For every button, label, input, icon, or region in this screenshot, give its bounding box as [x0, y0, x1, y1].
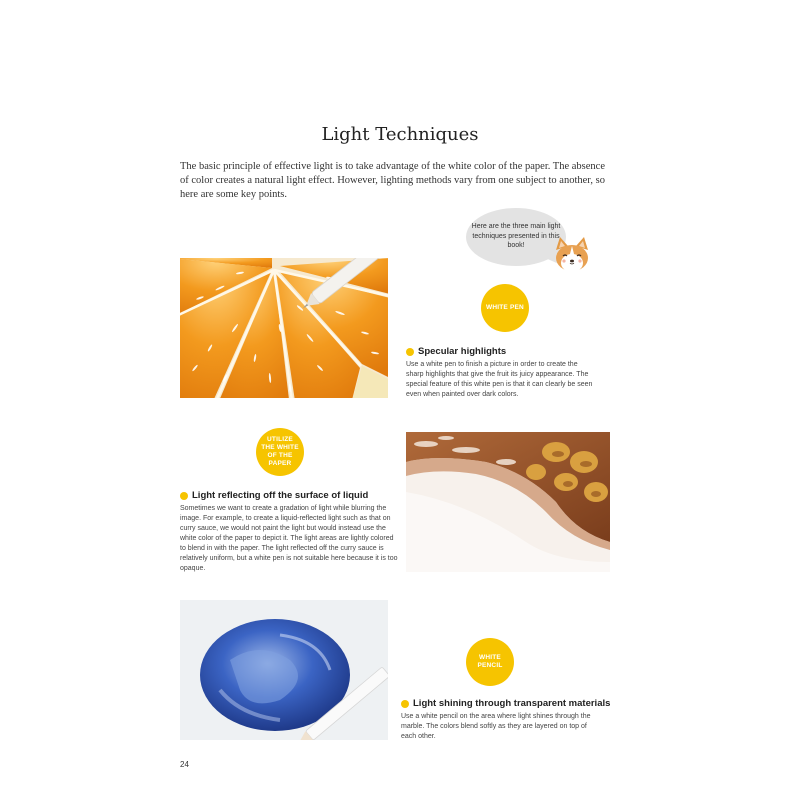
badge-white-pencil: WHITE PENCIL — [466, 638, 514, 686]
section-text-specular: Use a white pen to finish a picture in order to create the sharp highlights that give the fruit its juicy appearance. The special feature of this white pen is that it can clearly be seen even when painted over dark colors. — [406, 361, 593, 398]
badge-white-of-paper: UTILIZE THE WHITE OF THE PAPER — [256, 428, 304, 476]
bullet-dot-icon — [406, 348, 414, 356]
page-number: 24 — [180, 760, 189, 769]
section-text-liquid: Sometimes we want to create a gradation of light while blurring the image. For example, to create a liquid-reflected light such as that on curry sauce, we would not paint the light but would instead use the white color of the paper to depict it. The light areas are lightly colored to blend in with the paper. The light reflected off the curry sauce is relatively uniform, but a white pen is not suitable here because it is too opaque. — [180, 505, 398, 572]
badge-white-pen: WHITE PEN — [481, 284, 529, 332]
section-heading-specular — [406, 346, 506, 357]
heading-text: Light reflecting off the surface of liquid — [192, 490, 369, 501]
bullet-dot-icon — [401, 700, 409, 708]
section-heading-liquid — [180, 490, 368, 501]
intro-paragraph: The basic principle of effective light is to take advantage of the white color of the paper. The absence of color creates a natural light effect. However, lighting methods vary from one subject to another, so here are some key points. — [180, 161, 605, 200]
section-heading-transparent — [401, 698, 610, 709]
orange-slice-illustration — [180, 258, 388, 398]
page-title: Light Techniques — [321, 124, 479, 145]
heading-text: Specular highlights — [418, 346, 507, 357]
speech-bubble: Here are the three main light techniques presented in this book! — [466, 208, 566, 266]
section-text-transparent: Use a white pencil on the area where light shines through the marble. The colors blend softly as they are layered on top of each other. — [401, 713, 591, 740]
corgi-mascot-icon — [550, 236, 594, 274]
blue-marble-illustration — [180, 600, 388, 740]
heading-text: Light shining through transparent materials — [413, 698, 611, 709]
bullet-dot-icon — [180, 492, 188, 500]
curry-sauce-illustration — [406, 432, 610, 572]
